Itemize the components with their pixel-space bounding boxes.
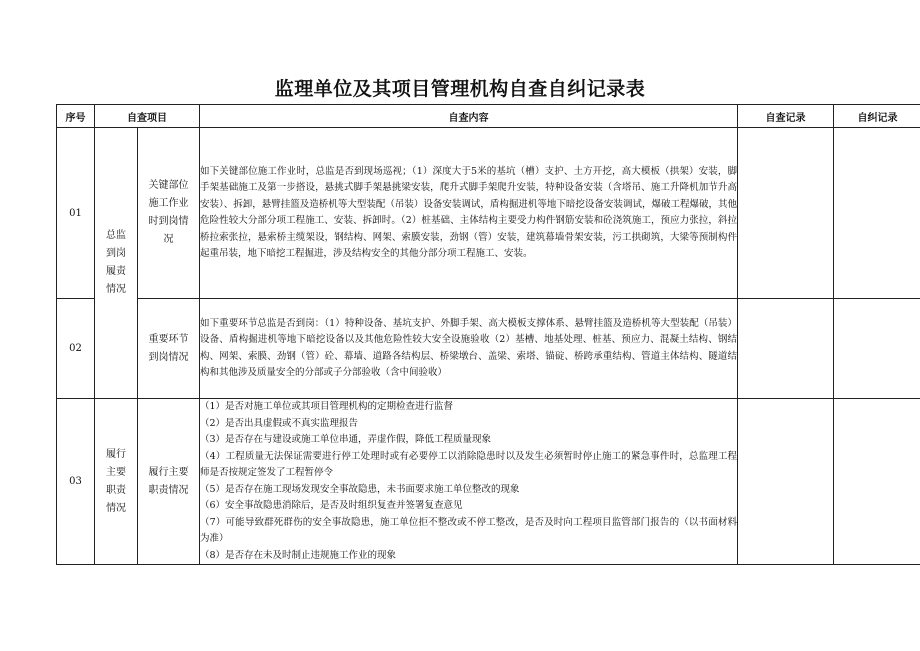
- table-row: [57, 128, 920, 299]
- sub-item-line: 履行主要: [148, 466, 189, 478]
- table-header-row: [57, 105, 920, 128]
- group-item-line: 履行: [106, 448, 126, 460]
- check-content: 如下关键部位施工作业时，总监是否到现场巡视；（1）深度大于5米的基坑（槽）支护、土方开挖，高大模板（拱架）安装，脚手架基础施工及第一步搭设，悬挑式脚手架悬挑梁安装，爬升式脚手架爬升安装，特种设备安装（含塔吊、施工升降机加节升高安装）、拆卸，悬臂挂篮及造桥机等大型装配（吊装）设备安装调试，盾构掘进机等地下暗挖设备安装调试，爆破工程爆破，其他危险性较大分部分项工程施工、安装、拆卸时。（2）桩基础、主体结构主要受力构件钢筋安装和砼浇筑施工，预应力张拉，斜拉桥拉索张拉，悬索桥主缆架设，钢结构、网架、索膜安装，劲钢（管）安装，建筑幕墙骨架安装，污工拱砌筑，大梁等预制构件起重吊装，地下暗挖工程掘进，涉及结构安全的其他分部分项工程施工、安装。: [200, 128, 738, 299]
- group-item-line: 总监: [106, 230, 126, 241]
- document-title: 监理单位及其项目管理机构自查自纠记录表: [274, 78, 646, 100]
- content-line: （5）是否存在施工现场发现安全事故隐患，未书面要求施工单位整改的现象: [200, 483, 520, 495]
- group-item: [95, 128, 138, 399]
- header-self-correct-record: 自纠记录: [834, 105, 920, 128]
- check-content: [200, 399, 738, 565]
- sub-item-line: 况: [163, 234, 174, 245]
- sub-item: [138, 299, 200, 399]
- sub-item-line: 施工作业: [148, 198, 189, 209]
- group-item-line: 到岗: [106, 248, 126, 259]
- content-line: （7）可能导致群死群伤的安全事故隐患，施工单位拒不整改或不停工整改，是否及时向工程项目监管部门报告的（以书面材料为准）: [200, 516, 737, 544]
- content-line: （1）是否对施工单位或其项目管理机构的定期检查进行监督: [200, 401, 454, 412]
- self-correct-record-cell[interactable]: [834, 399, 920, 565]
- group-item-line: 职责: [106, 484, 126, 496]
- content-line: （3）是否存在与建设或施工单位串通，弄虚作假，降低工程质量现象: [200, 434, 492, 445]
- table-row: [57, 299, 920, 399]
- sub-item: [138, 128, 200, 299]
- content-line: （8）是否存在未及时制止违规施工作业的现象: [200, 549, 397, 561]
- sub-item-line: 到岗情况: [148, 351, 189, 363]
- row-number: 03: [57, 399, 95, 565]
- content-line: （4）工程质量无法保证需要进行停工处理时或有必要停工以消除隐患时以及发生必须暂时停止施工的紧急事件时，总监理工程师是否按规定签发了工程暂停令: [200, 450, 737, 478]
- table-row: [57, 399, 920, 565]
- self-check-record-cell[interactable]: [738, 128, 834, 299]
- group-item-line: 主要: [106, 466, 126, 478]
- sub-item-line: 重要环节: [148, 333, 189, 345]
- header-check-item: 自查项目: [95, 105, 200, 128]
- header-self-check-record: 自查记录: [738, 105, 834, 128]
- sub-item-line: 职责情况: [148, 484, 189, 496]
- sub-item-line: 时到岗情: [148, 216, 189, 227]
- header-no: 序号: [57, 105, 95, 128]
- self-check-record-cell[interactable]: [738, 299, 834, 399]
- self-correct-record-cell[interactable]: [834, 128, 920, 299]
- check-content: 如下重要环节总监是否到岗：（1）特种设备、基坑支护、外脚手架、高大模板支撑体系、悬臂挂篮及造桥机等大型装配（吊装）设备、盾构掘进机等地下暗挖设备以及其他危险性较大安全设施验收（2）基槽、地基处理、桩基、预应力、混凝土结构、钢结构、网架、索膜、劲钢（管）砼、幕墙、道路各结构层、桥梁墩台、盖梁、索塔、锚碇、桥跨承重结构、管道主体结构、隧道结构和其他涉及质量安全的分部或子分部验收（含中间验收）: [200, 299, 738, 399]
- group-item: [95, 399, 138, 565]
- self-correct-record-cell[interactable]: [834, 299, 920, 399]
- row-number: 01: [57, 128, 95, 299]
- group-item-line: 情况: [106, 284, 126, 295]
- row-number: 02: [57, 299, 95, 399]
- self-check-table: [56, 104, 920, 565]
- sub-item: [138, 399, 200, 565]
- group-item-line: 情况: [106, 502, 126, 514]
- self-check-record-cell[interactable]: [738, 399, 834, 565]
- group-item-line: 履责: [106, 266, 126, 277]
- sub-item-line: 关键部位: [148, 180, 189, 191]
- content-line: （6）安全事故隐患消除后，是否及时组织复查并签署复查意见: [200, 500, 463, 511]
- header-content: 自查内容: [200, 105, 738, 128]
- content-line: （2）是否出具虚假或不真实监理报告: [200, 417, 359, 429]
